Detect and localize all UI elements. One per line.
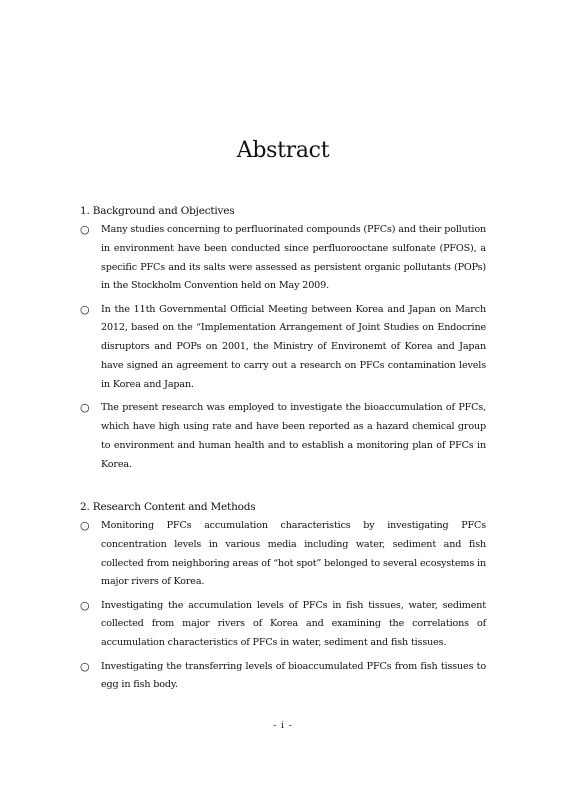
section-heading: 2. Research Content and Methods <box>80 501 256 513</box>
page-number: - i - <box>273 721 293 731</box>
section-research-content-methods <box>80 498 486 700</box>
list-item <box>80 221 486 296</box>
circle-bullet-icon: ○ <box>80 223 90 236</box>
list-item-text: The present research was employed to investigate the bioaccumulation of PFCs, which have high using rate and have been reported as a hazard chemical group to environment and human health and to establish a monitoring plan of PFCs in Korea. <box>101 402 486 470</box>
list-item-text: In the 11th Governmental Official Meeting between Korea and Japan on March 2012, based on the “Implementation Arrangement of Joint Studies on Endocrine disruptors and POPs on 2001, the Ministry of Environemt of Korea and Japan have signed an agreement to carry out a research on PFCs contamination levels in Korea and Japan. <box>101 303 486 390</box>
circle-bullet-icon: ○ <box>80 519 90 532</box>
circle-bullet-icon: ○ <box>80 401 90 415</box>
list-item <box>80 517 486 592</box>
list-item <box>80 399 486 474</box>
list-item <box>80 301 486 395</box>
list-item-text: Investigating the accumulation levels of PFCs in fish tissues, water, sediment collected from major rivers of Korea and examining the correlations of accumulation characteristics of PFCs in water, sediment and fish tissues. <box>101 599 486 649</box>
list-item <box>80 597 486 653</box>
circle-bullet-icon: ○ <box>80 659 90 673</box>
section-heading: 1. Background and Objectives <box>80 205 235 217</box>
circle-bullet-icon: ○ <box>80 302 90 316</box>
list-item-text: Many studies concerning to perfluorinated compounds (PFCs) and their pollution in environment have been conducted since perfluorooctane sulfonate (PFOS), a specific PFCs and its salts were assessed as persistent organic pollutants (POPs) in the Stockholm Convention held on May 2009. <box>101 224 486 292</box>
list-item-text: Monitoring PFCs accumulation characteristics by investigating PFCs concentration levels in various media including water, sediment and fish collected from neighboring areas of “hot spot” belonged to several ecosystems in major rivers of Korea. <box>101 520 486 588</box>
list-item-text: Investigating the transferring levels of bioaccumulated PFCs from fish tissues to egg in fish body. <box>101 660 486 691</box>
list-item <box>80 658 486 696</box>
section-background-objectives <box>80 202 486 479</box>
page-title: Abstract <box>236 138 330 163</box>
circle-bullet-icon: ○ <box>80 598 90 612</box>
